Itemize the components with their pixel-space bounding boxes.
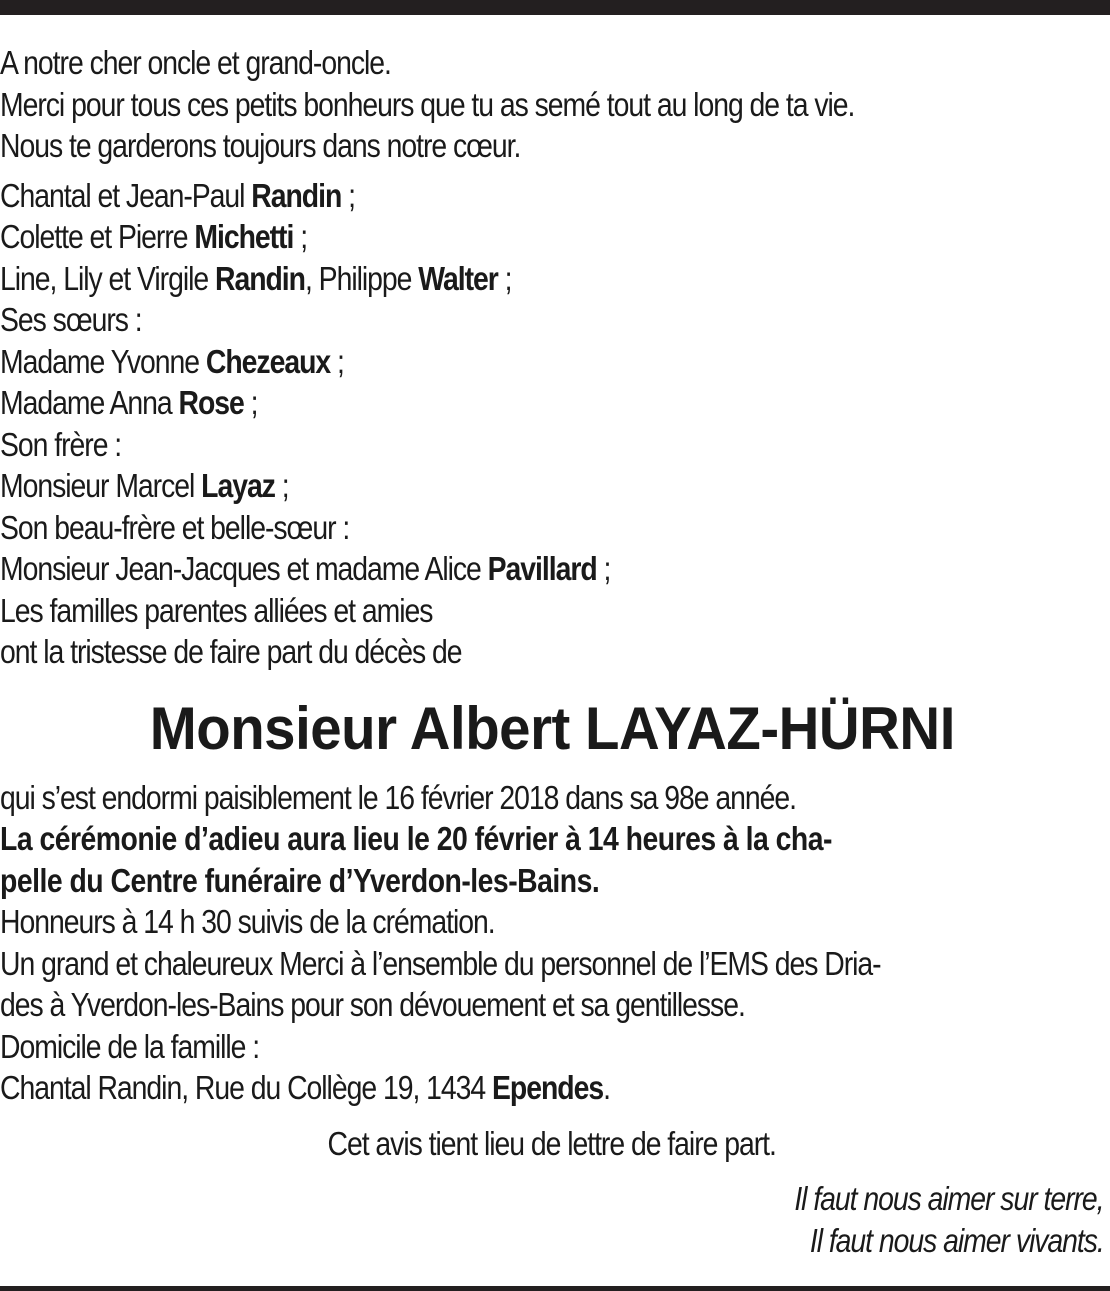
family-line: Les familles parentes alliées et amies <box>0 591 433 629</box>
family-line: Chantal et Jean-Paul Randin ; <box>0 176 355 214</box>
family-line: Monsieur Marcel Layaz ; <box>0 467 289 504</box>
family-heading: Son beau-frère et belle-sœur : <box>0 508 350 546</box>
top-rule <box>0 0 1110 15</box>
epitaph-line: Il faut nous aimer sur terre, <box>794 1180 1104 1217</box>
bottom-rule <box>0 1286 1110 1291</box>
family-line: Monsieur Jean-Jacques et madame Alice Pavillard ; <box>0 550 611 587</box>
address-line: Chantal Randin, Rue du Collège 19, 1434 Ependes. <box>0 1069 610 1106</box>
family-line: Madame Yvonne Chezeaux ; <box>0 342 344 380</box>
epitaph-line: Il faut nous aimer vivants. <box>810 1221 1104 1259</box>
notice-line: Cet avis tient lieu de lettre de faire part. <box>327 1124 777 1162</box>
passing-line: qui s’est endormi paisiblement le 16 février 2018 dans sa 98e année. <box>0 778 796 816</box>
family-list <box>0 175 1104 673</box>
intro-line: A notre cher oncle et grand-oncle. <box>0 44 391 81</box>
ceremony-line: pelle du Centre funéraire d’Yverdon-les-Bains. <box>0 861 600 899</box>
intro-block <box>0 42 1104 167</box>
intro-line: Nous te garderons toujours dans notre cœur. <box>0 127 521 164</box>
ceremony-line: La cérémonie d’adieu aura lieu le 20 février à 14 heures à la cha- <box>0 820 832 857</box>
intro-line: Merci pour tous ces petits bonheurs que tu as semé tout au long de ta vie. <box>0 85 855 123</box>
deceased-name: Monsieur Albert LAYAZ-HÜRNI <box>149 694 955 762</box>
thanks-line: Un grand et chaleureux Merci à l’ensemble du personnel de l’EMS des Dria- <box>0 944 881 982</box>
family-line: Line, Lily et Virgile Randin, Philippe Walter ; <box>0 259 512 297</box>
domicile-label: Domicile de la famille : <box>0 1027 260 1065</box>
obituary-notice <box>0 42 1104 1261</box>
details-block <box>0 777 1104 1109</box>
family-line: Colette et Pierre Michetti ; <box>0 218 308 255</box>
honours-line: Honneurs à 14 h 30 suivis de la crémation. <box>0 903 495 940</box>
epitaph <box>0 1178 1104 1261</box>
family-heading: Ses sœurs : <box>0 301 142 338</box>
family-line: Madame Anna Rose ; <box>0 384 258 421</box>
family-line: ont la tristesse de faire part du décès de <box>0 633 462 670</box>
thanks-line: des à Yverdon-les-Bains pour son dévouement et sa gentillesse. <box>0 986 745 1023</box>
family-heading: Son frère : <box>0 425 122 463</box>
